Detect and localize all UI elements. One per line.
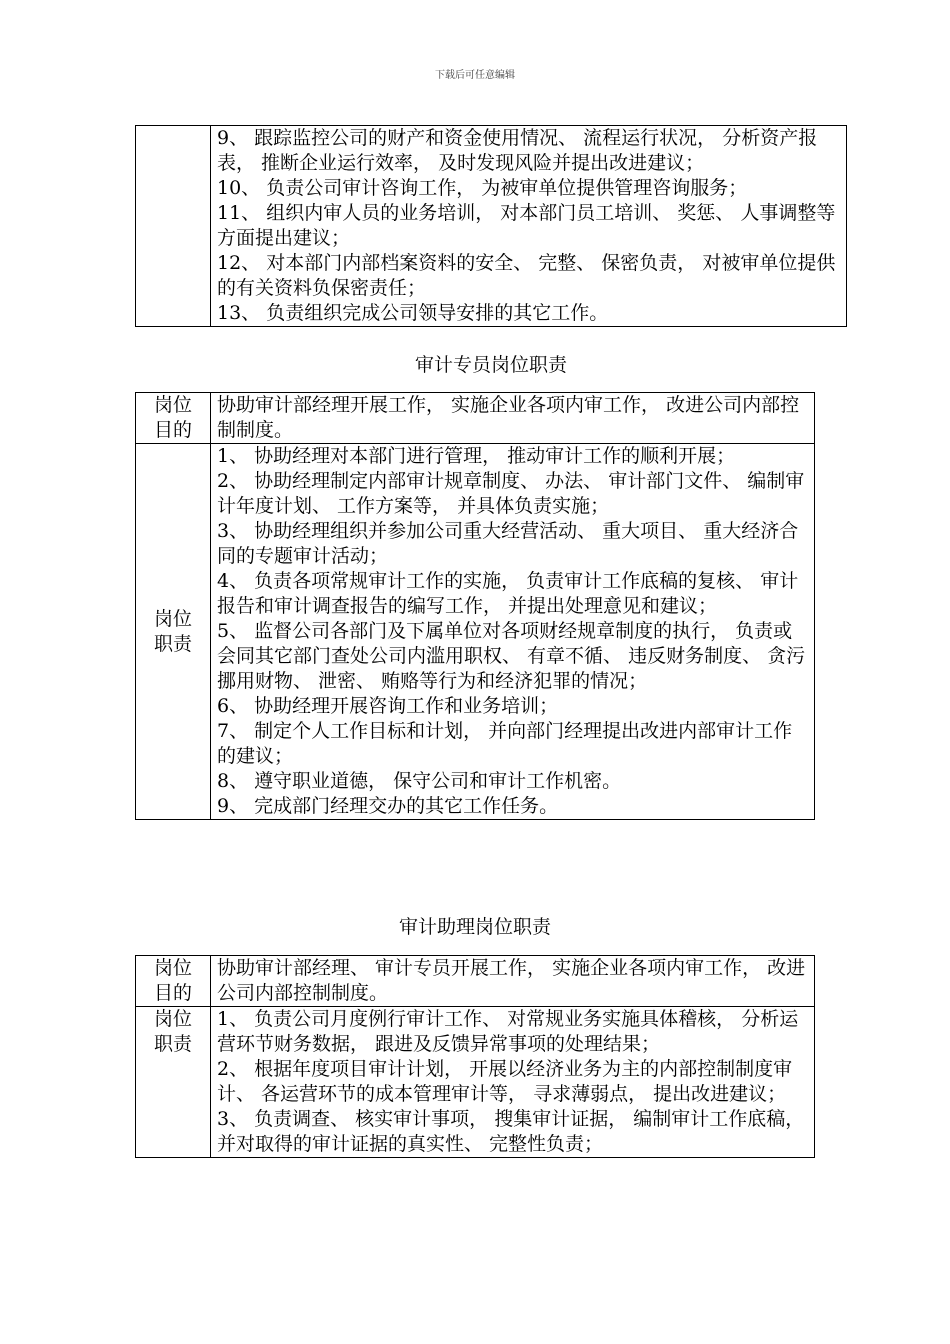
purpose-label-line1: 岗位	[153, 957, 192, 979]
duty-label-line1: 岗位	[153, 607, 192, 630]
purpose-label-line1: 岗位	[153, 394, 192, 416]
purpose-label-line2: 目的	[153, 419, 192, 441]
manager-duties-table	[135, 125, 847, 327]
duty-item: 6、 协助经理开展咨询工作和业务培训；	[217, 695, 559, 717]
duty-item: 9、 跟踪监控公司的财产和资金使用情况、 流程运行状况， 分析资产报表， 推断企业运行效率， 及时发现风险并提出改进建议；	[217, 127, 818, 174]
duty-item: 3、 负责调查、 核实审计事项， 搜集审计证据， 编制审计工作底稿， 并对取得的审计证据的真实性、 完整性负责；	[217, 1108, 805, 1155]
empty-label-cell	[136, 126, 211, 327]
purpose-label-line2: 目的	[153, 982, 192, 1004]
duty-item: 4、 负责各项常规审计工作的实施， 负责审计工作底稿的复核、 审计报告和审计调查报告的编写工作， 并提出处理意见和建议；	[217, 570, 799, 617]
header-note: 下载后可任意编辑	[435, 70, 515, 81]
duty-label-line1: 岗位	[153, 1008, 192, 1030]
purpose-text: 协助审计部经理、 审计专员开展工作， 实施企业各项内审工作， 改进公司内部控制制度。	[211, 956, 815, 1007]
duty-label-line2: 职责	[153, 632, 192, 655]
duty-item: 1、 协助经理对本部门进行管理， 推动审计工作的顺利开展；	[217, 445, 736, 467]
duty-label	[136, 444, 211, 820]
purpose-text: 协助审计部经理开展工作， 实施企业各项内审工作， 改进公司内部控制制度。	[211, 393, 815, 444]
duty-item: 3、 协助经理组织并参加公司重大经营活动、 重大项目、 重大经济合同的专题审计活动；	[217, 520, 799, 567]
manager-duties-cell	[211, 126, 847, 327]
duty-item: 10、 负责公司审计咨询工作， 为被审单位提供管理咨询服务；	[217, 177, 748, 199]
specialist-section-title: 审计专员岗位职责	[414, 354, 567, 376]
assistant-table	[135, 955, 815, 1158]
assistant-section-title: 审计助理岗位职责	[398, 916, 551, 938]
duty-item: 9、 完成部门经理交办的其它工作任务。	[217, 795, 559, 817]
duty-item: 5、 监督公司各部门及下属单位对各项财经规章制度的执行， 负责或会同其它部门查处公司内滥用职权、 有章不循、 违反财务制度、 贪污挪用财物、 泄密、 贿赂等行为和经济犯罪的情况；	[217, 620, 806, 692]
duty-item: 1、 负责公司月度例行审计工作、 对常规业务实施具体稽核， 分析运营环节财务数据， 跟进及反馈异常事项的处理结果；	[217, 1008, 799, 1055]
assistant-duties-cell	[211, 1007, 815, 1158]
duty-item: 13、 负责组织完成公司领导安排的其它工作。	[217, 302, 609, 324]
specialist-duties-cell	[211, 444, 815, 820]
duty-label	[136, 1007, 211, 1158]
duty-item: 7、 制定个人工作目标和计划， 并向部门经理提出改进内部审计工作的建议；	[217, 720, 793, 767]
duty-item: 8、 遵守职业道德， 保守公司和审计工作机密。	[217, 770, 622, 792]
duty-item: 2、 根据年度项目审计计划， 开展以经济业务为主的内部控制制度审计、 各运营环节的成本管理审计等， 寻求薄弱点， 提出改进建议；	[217, 1058, 793, 1105]
duty-label-line2: 职责	[153, 1033, 192, 1055]
duty-item: 2、 协助经理制定内部审计规章制度、 办法、 审计部门文件、 编制审计年度计划、 工作方案等， 并具体负责实施；	[217, 470, 805, 517]
duty-item: 12、 对本部门内部档案资料的安全、 完整、 保密负责， 对被审单位提供的有关资料负保密责任；	[217, 252, 836, 299]
specialist-table	[135, 392, 815, 820]
duty-item: 11、 组织内审人员的业务培训， 对本部门员工培训、 奖惩、 人事调整等方面提出建议；	[217, 202, 836, 249]
purpose-label	[136, 393, 211, 444]
purpose-label	[136, 956, 211, 1007]
